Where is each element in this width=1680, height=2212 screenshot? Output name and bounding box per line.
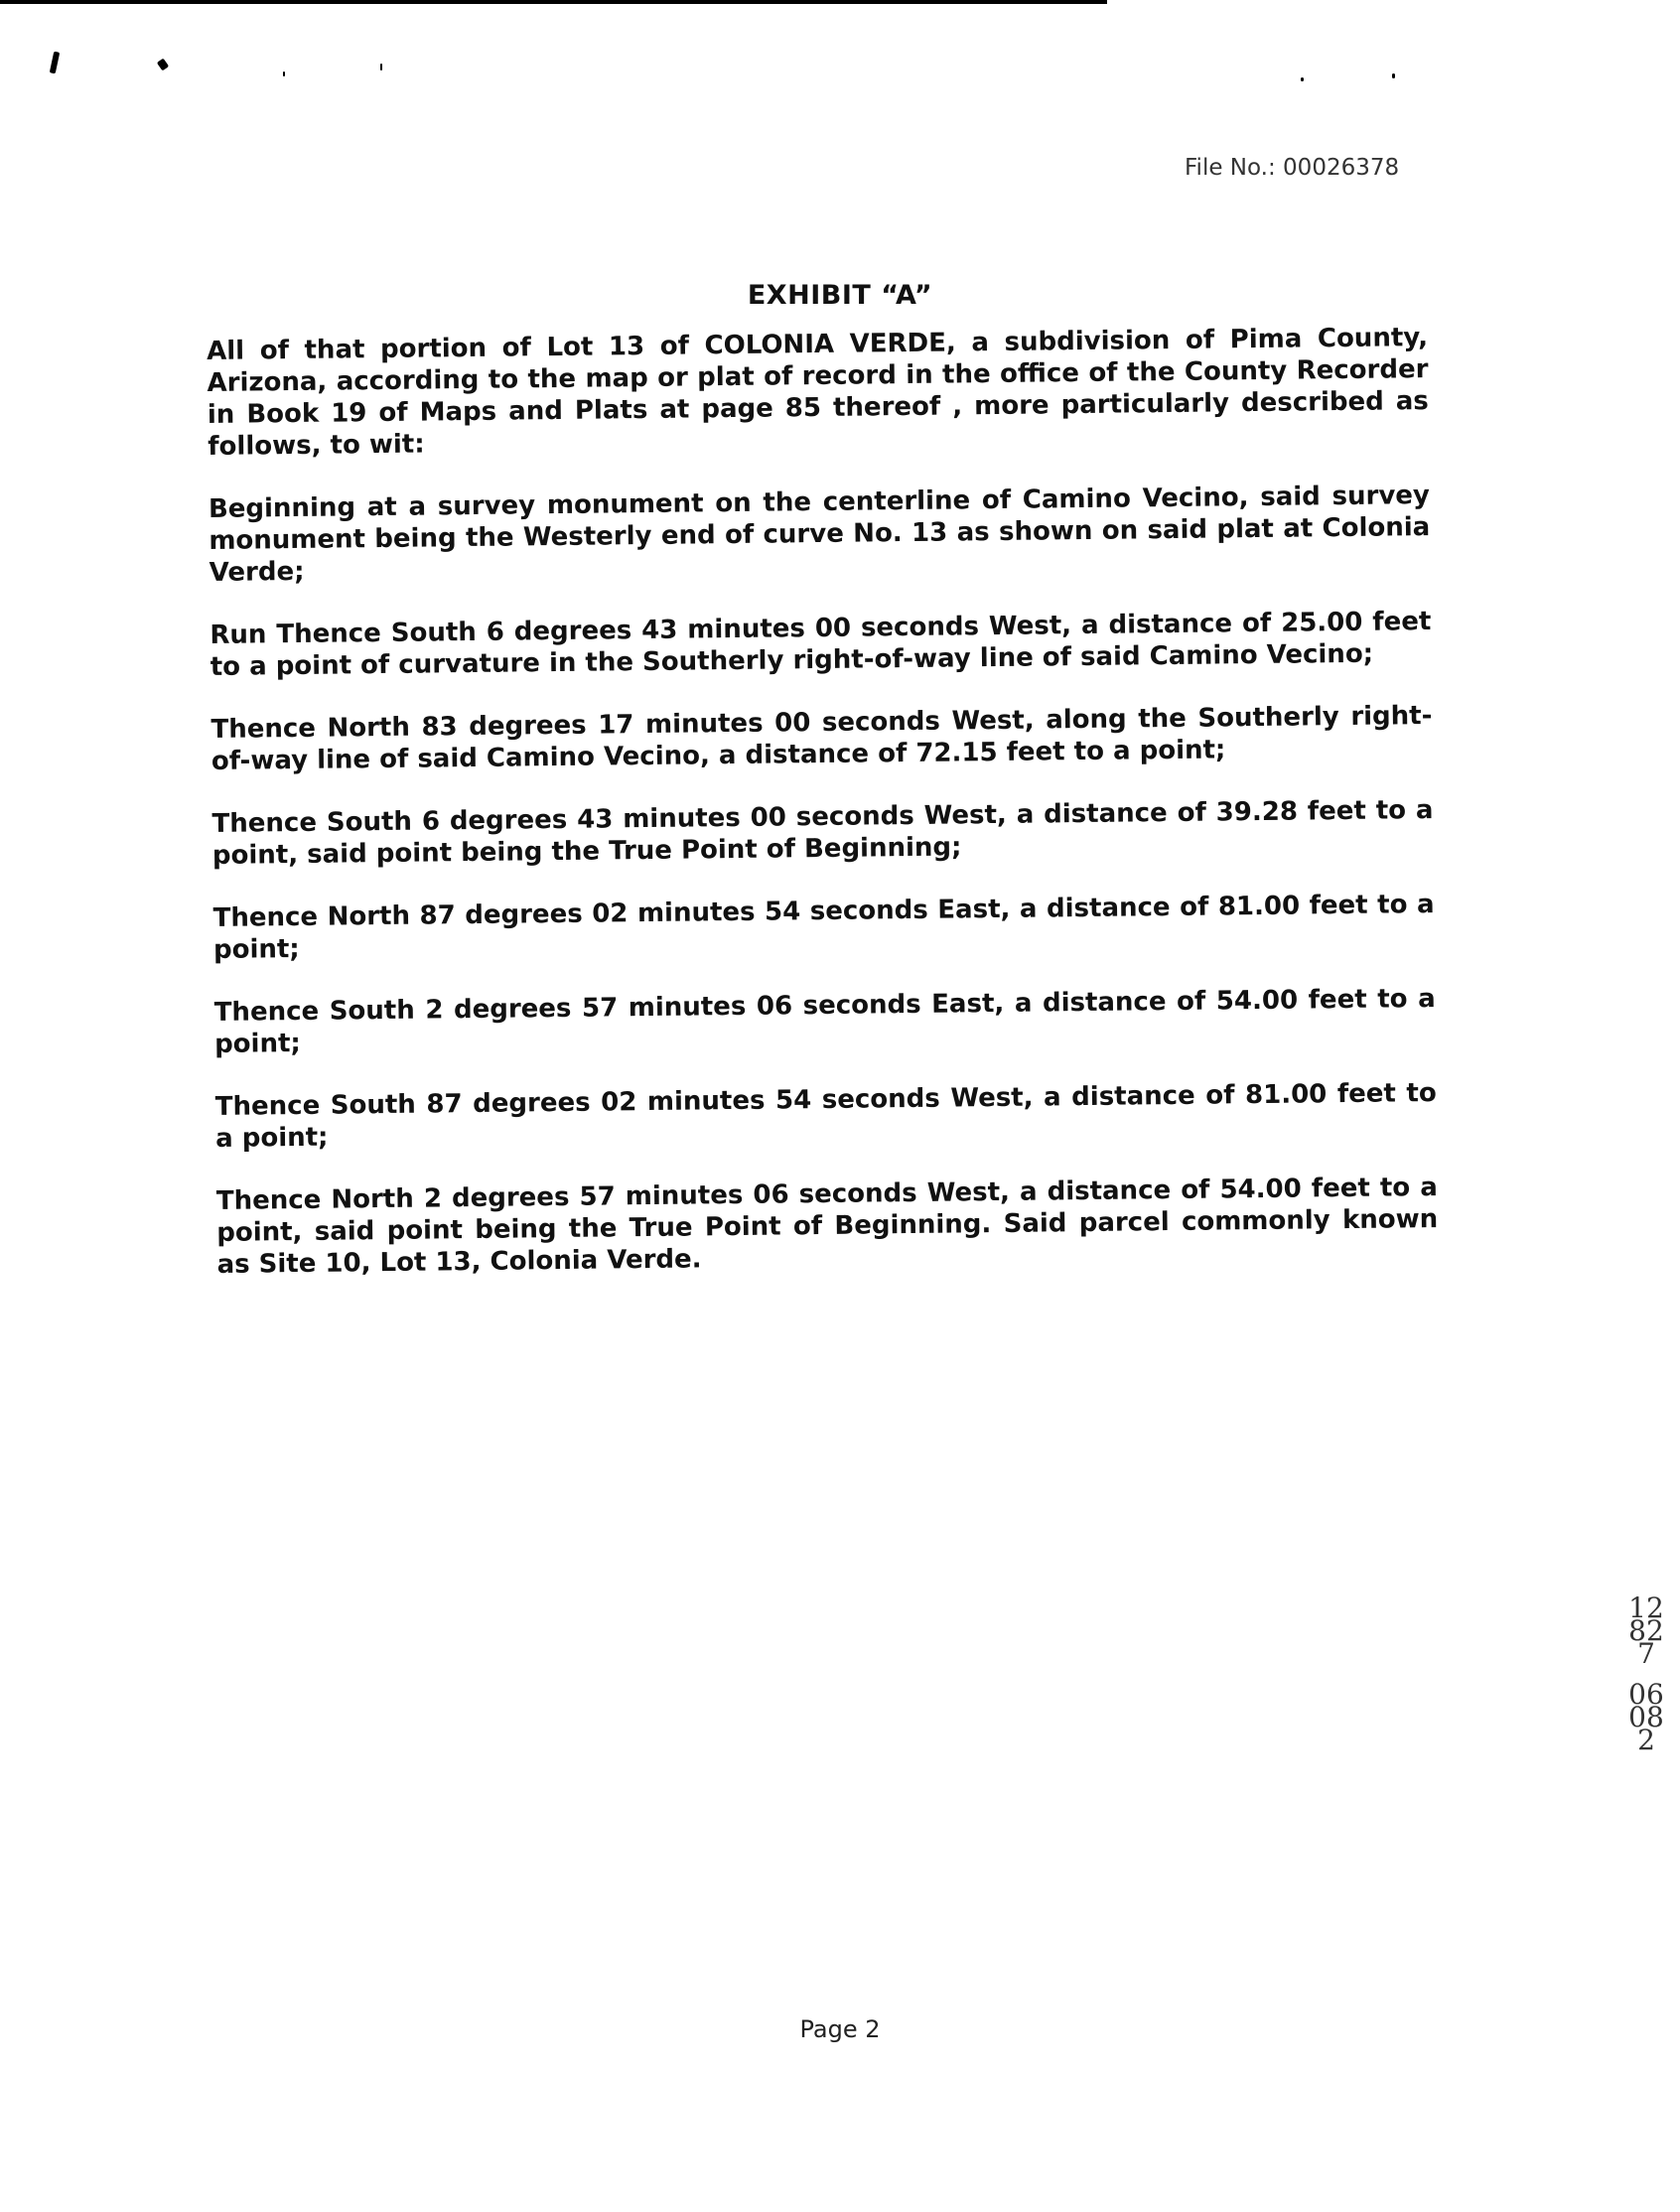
file-number-line [1185,155,1399,181]
recording-stamp-page: 06082 [1628,1678,1664,1756]
scan-speck [283,71,285,76]
legal-paragraph: Thence South 87 degrees 02 minutes 54 seconds West, a distance of 81.00 feet to a point; [214,1077,1437,1154]
scan-speck [380,64,382,70]
legal-paragraph: Run Thence South 6 degrees 43 minutes 00 seconds West, a distance of 25.00 feet to a point of curvature in the Southerly right-of-way line of said Camino Vecino; [210,607,1432,682]
file-number-label: File No.: [1185,155,1276,181]
scan-speck [1392,73,1395,78]
scan-speck [1301,77,1304,81]
legal-description [207,322,1439,1312]
legal-paragraph: All of that portion of Lot 13 of COLONIA VERDE, a subdivision of Pima County, Arizona, according to the map or plat of record in the office of the County Recorder in Book 19 of Maps and Plats at page 85 thereof , more particularly described as follows, to wit: [207,323,1429,462]
recording-stamp [1628,1591,1664,1756]
recording-stamp-docket: 12827 [1628,1591,1664,1670]
legal-paragraph: Thence North 83 degrees 17 minutes 00 seconds West, along the Southerly right-of-way line of said Camino Vecino, a distance of 72.15 feet to a point; [210,701,1433,776]
legal-paragraph: Thence North 2 degrees 57 minutes 06 seconds West, a distance of 54.00 feet to a point, said point being the True Point of Beginning. Said parcel commonly known as Site 10, Lot 13, Colonia Verde. [215,1172,1439,1280]
legal-paragraph: Thence North 87 degrees 02 minutes 54 seconds East, a distance of 81.00 feet to a point; [212,890,1435,965]
exhibit-title: EXHIBIT “A” [747,280,933,311]
page-number: Page 2 [799,2015,881,2043]
scan-top-rule [0,0,1107,4]
scan-speck [50,52,60,74]
legal-paragraph: Thence South 2 degrees 57 minutes 06 seconds East, a distance of 54.00 feet to a point; [213,984,1436,1059]
legal-paragraph: Beginning at a survey monument on the centerline of Camino Vecino, said survey monument being the Westerly end of curve No. 13 as shown on said plat at Colonia Verde; [208,481,1431,588]
legal-paragraph: Thence South 6 degrees 43 minutes 00 seconds West, a distance of 39.28 feet to a point, said point being the True Point of Beginning; [211,795,1434,871]
scan-speck [157,59,169,71]
file-number-value: 00026378 [1283,155,1400,181]
